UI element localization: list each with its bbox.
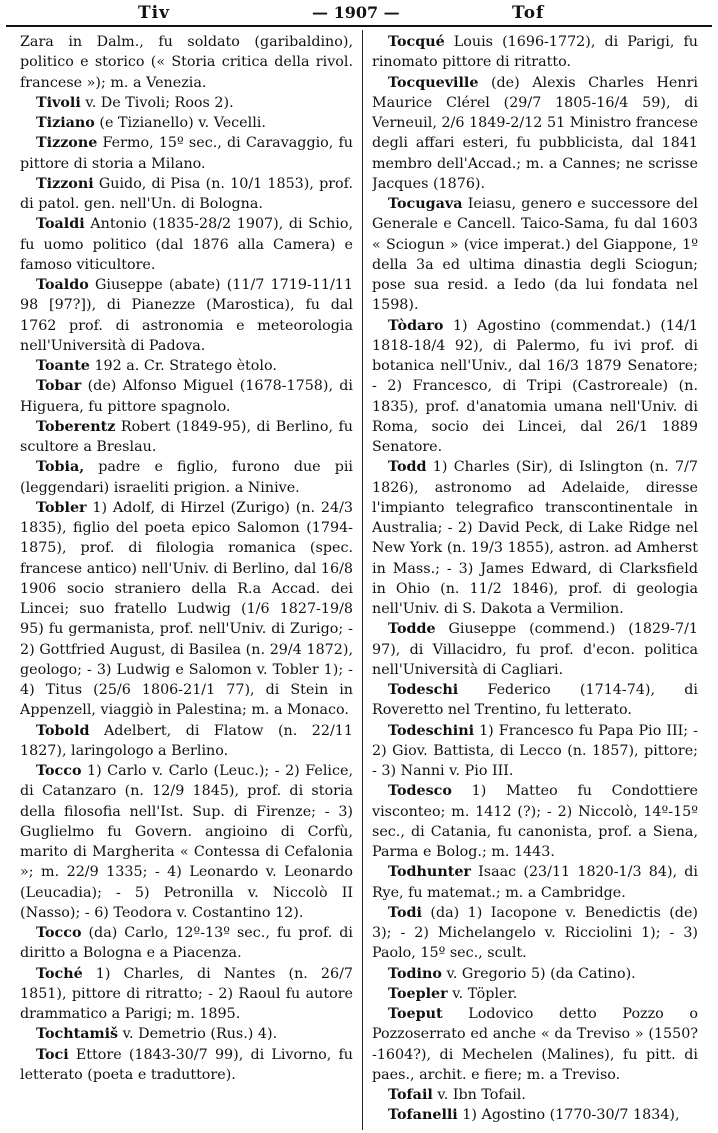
dictionary-entry [372, 680, 698, 721]
dictionary-entry [20, 113, 353, 133]
header-right-guide-word: Tof [512, 3, 545, 23]
entry-text: v. Gregorio 5) (da Catino). [441, 965, 636, 982]
entry-text: 1) Carlo v. Carlo (Leuc.); - 2) Felice, di Catanzaro (n. 12/9 1845), prof. di storia della filosofia nell'Ist. Sup. di Firenze; - 3) Guglielmo fu Govern. angioino di Corfù, marito di Margherita « Contessa di Cefalonia »; m. 22/9 1335; - 4) Leonardo v. Leonardo (Leucadia); - 5) Petronilla v. Niccolò II (Nasso); - 6) Teodora v. Costantino 12). [20, 763, 353, 921]
dictionary-entry [20, 376, 353, 417]
dictionary-entry [20, 457, 353, 498]
entry-headword: Toché [36, 965, 83, 982]
entry-headword: Tizzoni [36, 175, 94, 192]
entry-text: v. Töpler. [447, 985, 518, 1002]
dictionary-entry [372, 316, 698, 458]
entry-text: 192 a. Cr. Stratego ètolo. [89, 358, 277, 374]
entry-text: (de) Alexis Charles Henri Maurice Clérel (29/7 1805-16/4 59), di Verneuil, 2/6 1849-2/12 51 Ministro francese degli affari esteri, fu pubblicista, dal 1841 membro dell'Accad.; m. a Cannes; ne scrisse Jacques (1876). [372, 74, 698, 192]
entry-headword: Tobler [36, 499, 87, 516]
dictionary-entry [372, 194, 698, 316]
dictionary-entry [20, 32, 353, 93]
entry-text: Antonio (1835-28/2 1907), di Schio, fu uomo politico (dal 1876 alla Camera) e famoso viticultore. [20, 216, 353, 273]
dictionary-entry [20, 93, 353, 113]
entry-text: 1) Charles, di Nantes (n. 26/7 1851), pittore di ritratto; - 2) Raoul fu autore drammatico a Parigi; m. 1895. [20, 965, 353, 1022]
dictionary-entry [20, 964, 353, 1025]
page-header [0, 0, 718, 24]
entry-headword: Toeput [388, 1006, 443, 1022]
entry-text: v. De Tivoli; Roos 2). [80, 94, 234, 111]
entry-headword: Tivoli [36, 94, 81, 111]
header-rule [6, 25, 712, 27]
entry-headword: Todesco [388, 783, 452, 800]
dictionary-entry [372, 964, 698, 984]
left-column [20, 32, 353, 1127]
entry-headword: Toberentz [36, 418, 116, 435]
entry-text: 1) Agostino (commendat.) (14/1 1818-18/4 92), di Palermo, fu ivi prof. di botanica nell'Univ., dal 16/3 1879 Senatore; - 2) Francesco, di Tripi (Castroreale) (n. 1835), prof. d'anatomia umana nell'Univ. di Roma, socio dei Lincei, dal 26/1 1889 Senatore. [372, 317, 698, 455]
entry-headword: Tocqueville [388, 74, 479, 91]
entry-headword: Toci [36, 1046, 69, 1063]
entry-text: 1) Francesco fu Papa Pio III; - 2) Giov. Battista, di Lecco (n. 1857), pittore; - 3) Nanni v. Pio III. [372, 722, 698, 779]
entry-headword: Todde [388, 621, 436, 638]
entry-headword: Tiziano [36, 115, 95, 131]
dictionary-entry [20, 923, 353, 964]
entry-text: Robert (1849-95), di Berlino, fu scultore a Breslau. [20, 418, 353, 455]
dictionary-entry [372, 903, 698, 964]
entry-text: (e Tizianello) v. Vecelli. [94, 115, 266, 131]
entry-text: (da) Carlo, 12º-13º sec., fu prof. di diritto a Bologna e a Piacenza. [20, 925, 353, 962]
entry-headword: Tocugava [388, 196, 463, 212]
entry-headword: Todeschini [388, 722, 475, 739]
dictionary-entry [20, 1045, 353, 1086]
entry-text: Lodovico detto Pozzo o Pozzoserrato ed anche « da Treviso » (1550?-1604?), di Mechelen (Malines), fu pitt. di paes., archit. e fiere; m. a Treviso. [372, 1006, 698, 1083]
entry-text: Zara in Dalm., fu soldato (garibaldino), politico e storico (« Storia critica della rivol. francese »); m. a Venezia. [20, 34, 353, 91]
entry-headword: Tobia, [36, 459, 85, 476]
entry-headword: Todi [388, 904, 422, 921]
right-column [372, 32, 698, 1127]
dictionary-entry [20, 214, 353, 275]
entry-headword: Tobold [36, 722, 90, 739]
entry-text: 1) Matteo fu Condottiere visconteo; m. 1412 (?); - 2) Niccolò, 14º-15º sec., di Catania, fu canonista, prof. a Siena, Parma e Bolog.; m. 1443. [372, 783, 698, 860]
entry-headword: Toante [36, 358, 90, 374]
entry-headword: Toaldi [36, 216, 85, 233]
entry-text: padre e figlio, furono due pii (leggendari) israeliti prigion. a Ninive. [20, 459, 353, 496]
entry-headword: Tizzone [36, 135, 98, 152]
entry-headword: Tochtamiš [36, 1026, 119, 1043]
entry-headword: Tocco [36, 925, 82, 941]
dictionary-entry [372, 1105, 698, 1125]
entry-text: v. Demetrio (Rus.) 4). [118, 1026, 278, 1043]
dictionary-entry [372, 32, 698, 73]
entry-headword: Todd [388, 459, 427, 476]
dictionary-entry [372, 457, 698, 619]
entry-text: Isaac (23/11 1820-1/3 84), di Rye, fu matemat.; m. a Cambridge. [372, 864, 698, 901]
entry-text: (de) Alfonso Miguel (1678-1758), di Higuera, fu pittore spagnolo. [20, 378, 353, 415]
entry-text: Fermo, 15º sec., di Caravaggio, fu pittore di storia a Milano. [20, 135, 353, 172]
entry-text: Adelbert, di Flatow (n. 22/11 1827), laringologo a Berlino. [20, 722, 353, 759]
dictionary-entry [20, 721, 353, 762]
dictionary-entry [20, 417, 353, 458]
entry-text: Ieiasu, genero e successore del Generale e Cancell. Taico-Sama, fu dal 1603 « Sciogun » (vice imperat.) del Giappone, 1º della 3a ed ultima dinastia degli Sciogun; pose sua resid. a Iedo (da lui fondata nel 1598). [372, 196, 698, 314]
entry-text: Federico (1714-74), di Roveretto nel Trentino, fu letterato. [372, 682, 698, 719]
entry-headword: Toaldo [36, 277, 89, 293]
dictionary-entry [372, 984, 698, 1004]
dictionary-entry [372, 721, 698, 782]
entry-text: v. Ibn Tofail. [432, 1087, 526, 1103]
entry-headword: Tofail [388, 1087, 433, 1103]
entry-text: Ettore (1843-30/7 99), di Livorno, fu letterato (poeta e traduttore). [20, 1046, 353, 1083]
entry-text: Giuseppe (abate) (11/7 1719-11/11 98 [97?]), di Pianezze (Marostica), fu dal 1762 prof. di astronomia e meteorologia nell'Università di Padova. [20, 277, 353, 354]
entry-headword: Tofanelli [388, 1107, 458, 1124]
dictionary-entry [372, 781, 698, 862]
dictionary-entry [372, 1004, 698, 1085]
dictionary-entry [20, 275, 353, 356]
entry-headword: Todino [388, 965, 442, 982]
entry-headword: Todeschi [388, 682, 459, 698]
dictionary-entry [372, 619, 698, 680]
dictionary-entry [20, 1024, 353, 1044]
dictionary-entry [20, 133, 353, 174]
dictionary-entry [20, 356, 353, 376]
dictionary-entry [20, 761, 353, 923]
dictionary-entry [372, 73, 698, 195]
entry-headword: Tocco [36, 763, 82, 779]
dictionary-entry [372, 862, 698, 903]
entry-text: 1) Agostino (1770-30/7 1834), [457, 1107, 680, 1124]
entry-text: 1) Adolf, di Hirzel (Zurigo) (n. 24/3 1835), figlio del poeta epico Salomon (1794-1875), prof. di filologia romanica (spec. francese antico) nell'Univ. di Berlino, dal 16/8 1906 socio straniero della R.a Accad. dei Lincei; suo fratello Ludwig (1/6 1827-19/8 95) fu germanista, prof. nell'Univ. di Zurigo; - 2) Gottfried August, di Basilea (n. 29/4 1872), geologo; - 3) Ludwig e Salomon v. Tobler 1); - 4) Titus (25/6 1806-21/1 77), di Stein in Appenzell, viaggiò in Palestina; m. a Monaco. [20, 499, 353, 719]
entry-headword: Tobar [36, 378, 82, 395]
entry-headword: Toepler [388, 985, 448, 1002]
entry-text: Louis (1696-1772), di Parigi, fu rinomato pittore di ritratto. [372, 34, 698, 71]
entry-text: 1) Charles (Sir), di Islington (n. 7/7 1826), astronomo ad Adelaide, diresse l'impianto telegrafico transcontinentale in Australia; - 2) David Peck, di Lake Ridge nel New York (n. 19/3 1855), astron. ad Amherst in Mass.; - 3) James Edward, di Clarksfield in Ohio (n. 11/2 1846), prof. di geologia nell'Univ. di S. Dakota a Vermilion. [372, 459, 698, 617]
column-divider [362, 30, 363, 1130]
entry-text: (da) 1) Iacopone v. Benedictis (de) 3); - 2) Michelangelo v. Ricciolini 1); - 3) Paolo, 15º sec., scult. [372, 904, 698, 962]
entry-headword: Todhunter [388, 864, 471, 881]
page-number: — 1907 — [312, 3, 400, 22]
entry-text: Giuseppe (commend.) (1829-7/1 97), di Villacidro, fu prof. d'econ. politica nell'Università di Cagliari. [372, 621, 698, 678]
dictionary-entry [20, 174, 353, 215]
entry-headword: Tocqué [388, 34, 445, 50]
header-left-guide-word: Tiv [138, 3, 170, 23]
entry-text: Guido, di Pisa (n. 10/1 1853), prof. di patol. gen. nell'Un. di Bologna. [20, 175, 353, 212]
dictionary-entry [372, 1085, 698, 1105]
dictionary-entry [20, 498, 353, 721]
entry-headword: Tòdaro [388, 317, 444, 334]
